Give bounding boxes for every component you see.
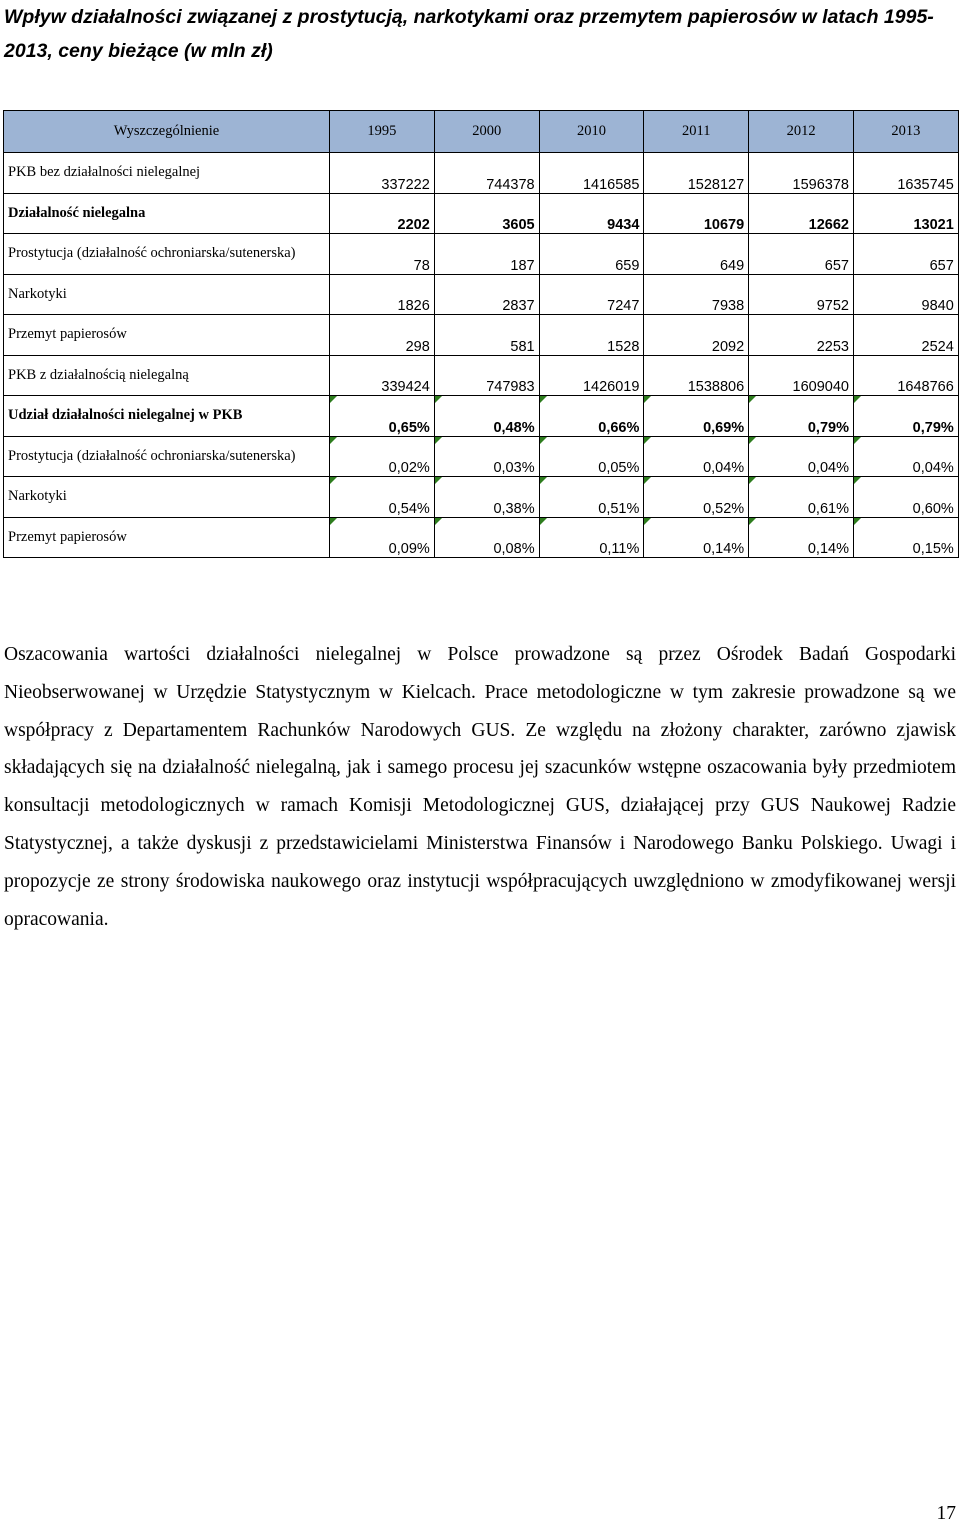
value-cell: 2092 xyxy=(644,315,749,356)
value-cell: 0,79% xyxy=(853,396,958,437)
value-cell: 1596378 xyxy=(749,153,854,194)
value-cell: 3605 xyxy=(434,193,539,234)
table-row xyxy=(4,396,959,437)
value-cell: 0,14% xyxy=(749,517,854,558)
row-label: Prostytucja (działalność ochroniarska/sutenerska) xyxy=(4,436,330,477)
value-cell: 2524 xyxy=(853,315,958,356)
table-row xyxy=(4,517,959,558)
row-label: Narkotyki xyxy=(4,477,330,518)
value-cell: 2202 xyxy=(330,193,435,234)
row-label: Udział działalności nielegalnej w PKB xyxy=(4,396,330,437)
value-cell: 581 xyxy=(434,315,539,356)
value-cell: 0,08% xyxy=(434,517,539,558)
value-cell: 298 xyxy=(330,315,435,356)
table-row xyxy=(4,274,959,315)
header-cell: Wyszczególnienie xyxy=(4,111,330,153)
value-cell: 744378 xyxy=(434,153,539,194)
value-cell: 0,09% xyxy=(330,517,435,558)
table-row xyxy=(4,193,959,234)
value-cell: 78 xyxy=(330,234,435,275)
table-row xyxy=(4,315,959,356)
value-cell: 659 xyxy=(539,234,644,275)
value-cell: 0,15% xyxy=(853,517,958,558)
value-cell: 9752 xyxy=(749,274,854,315)
value-cell: 9840 xyxy=(853,274,958,315)
value-cell: 1538806 xyxy=(644,355,749,396)
table-title: Wpływ działalności związanej z prostytucją, narkotykami oraz przemytem papierosów w latach 1995-2013, ceny bieżące (w mln zł) xyxy=(4,6,934,62)
row-label: PKB z działalnością nielegalną xyxy=(4,355,330,396)
value-cell: 0,60% xyxy=(853,477,958,518)
value-cell: 0,54% xyxy=(330,477,435,518)
table-row xyxy=(4,234,959,275)
value-cell: 0,52% xyxy=(644,477,749,518)
row-label: Narkotyki xyxy=(4,274,330,315)
value-cell: 0,69% xyxy=(644,396,749,437)
value-cell: 0,38% xyxy=(434,477,539,518)
value-cell: 10679 xyxy=(644,193,749,234)
value-cell: 657 xyxy=(749,234,854,275)
row-label: Przemyt papierosów xyxy=(4,315,330,356)
value-cell: 1648766 xyxy=(853,355,958,396)
value-cell: 0,04% xyxy=(644,436,749,477)
data-table xyxy=(3,110,959,558)
value-cell: 0,51% xyxy=(539,477,644,518)
value-cell: 0,14% xyxy=(644,517,749,558)
table-row xyxy=(4,355,959,396)
header-cell: 2010 xyxy=(539,111,644,153)
value-cell: 0,04% xyxy=(749,436,854,477)
value-cell: 0,61% xyxy=(749,477,854,518)
row-label: PKB bez działalności nielegalnej xyxy=(4,153,330,194)
value-cell: 187 xyxy=(434,234,539,275)
value-cell: 2253 xyxy=(749,315,854,356)
value-cell: 0,02% xyxy=(330,436,435,477)
value-cell: 7938 xyxy=(644,274,749,315)
table-body xyxy=(4,111,959,558)
value-cell: 657 xyxy=(853,234,958,275)
header-cell: 2012 xyxy=(749,111,854,153)
value-cell: 337222 xyxy=(330,153,435,194)
value-cell: 1426019 xyxy=(539,355,644,396)
header-cell: 2011 xyxy=(644,111,749,153)
row-label: Przemyt papierosów xyxy=(4,517,330,558)
table-header-row xyxy=(4,111,959,153)
value-cell: 9434 xyxy=(539,193,644,234)
value-cell: 13021 xyxy=(853,193,958,234)
row-label: Prostytucja (działalność ochroniarska/sutenerska) xyxy=(4,234,330,275)
value-cell: 1528 xyxy=(539,315,644,356)
value-cell: 1528127 xyxy=(644,153,749,194)
value-cell: 0,03% xyxy=(434,436,539,477)
table-row xyxy=(4,477,959,518)
table-row xyxy=(4,153,959,194)
value-cell: 1826 xyxy=(330,274,435,315)
value-cell: 0,48% xyxy=(434,396,539,437)
value-cell: 0,79% xyxy=(749,396,854,437)
value-cell: 12662 xyxy=(749,193,854,234)
value-cell: 649 xyxy=(644,234,749,275)
header-cell: 2013 xyxy=(853,111,958,153)
table-row xyxy=(4,436,959,477)
value-cell: 747983 xyxy=(434,355,539,396)
value-cell: 0,04% xyxy=(853,436,958,477)
value-cell: 0,05% xyxy=(539,436,644,477)
value-cell: 0,11% xyxy=(539,517,644,558)
header-cell: 2000 xyxy=(434,111,539,153)
value-cell: 7247 xyxy=(539,274,644,315)
value-cell: 1609040 xyxy=(749,355,854,396)
value-cell: 1416585 xyxy=(539,153,644,194)
row-label: Działalność nielegalna xyxy=(4,193,330,234)
value-cell: 1635745 xyxy=(853,153,958,194)
body-paragraph: Oszacowania wartości działalności nielegalnej w Polsce prowadzone są przez Ośrodek Badań Gospodarki Nieobserwowanej w Urzędzie Statystycznym w Kielcach. Prace metodologiczne w tym zakresie prowadzone są we współpracy z Departamentem Rachunków Narodowych GUS. Ze względu na złożony charakter, zarówno zjawisk składających się na działalność nielegalną, jak i samego procesu jej szacunków wstępne oszacowania były przedmiotem konsultacji metodologicznych w ramach Komisji Metodologicznej GUS, działającej przy GUS Naukowej Radzie Statystycznej, a także dyskusji z przedstawicielami Ministerstwa Finansów i Narodowego Banku Polskiego. Uwagi i propozycje ze strony środowiska naukowego oraz instytucji współpracujących uwzględniono w zmodyfikowanej wersji opracowania. xyxy=(4,644,956,930)
header-cell: 1995 xyxy=(330,111,435,153)
value-cell: 2837 xyxy=(434,274,539,315)
page-number: 17 xyxy=(936,1503,956,1524)
value-cell: 339424 xyxy=(330,355,435,396)
value-cell: 0,65% xyxy=(330,396,435,437)
value-cell: 0,66% xyxy=(539,396,644,437)
